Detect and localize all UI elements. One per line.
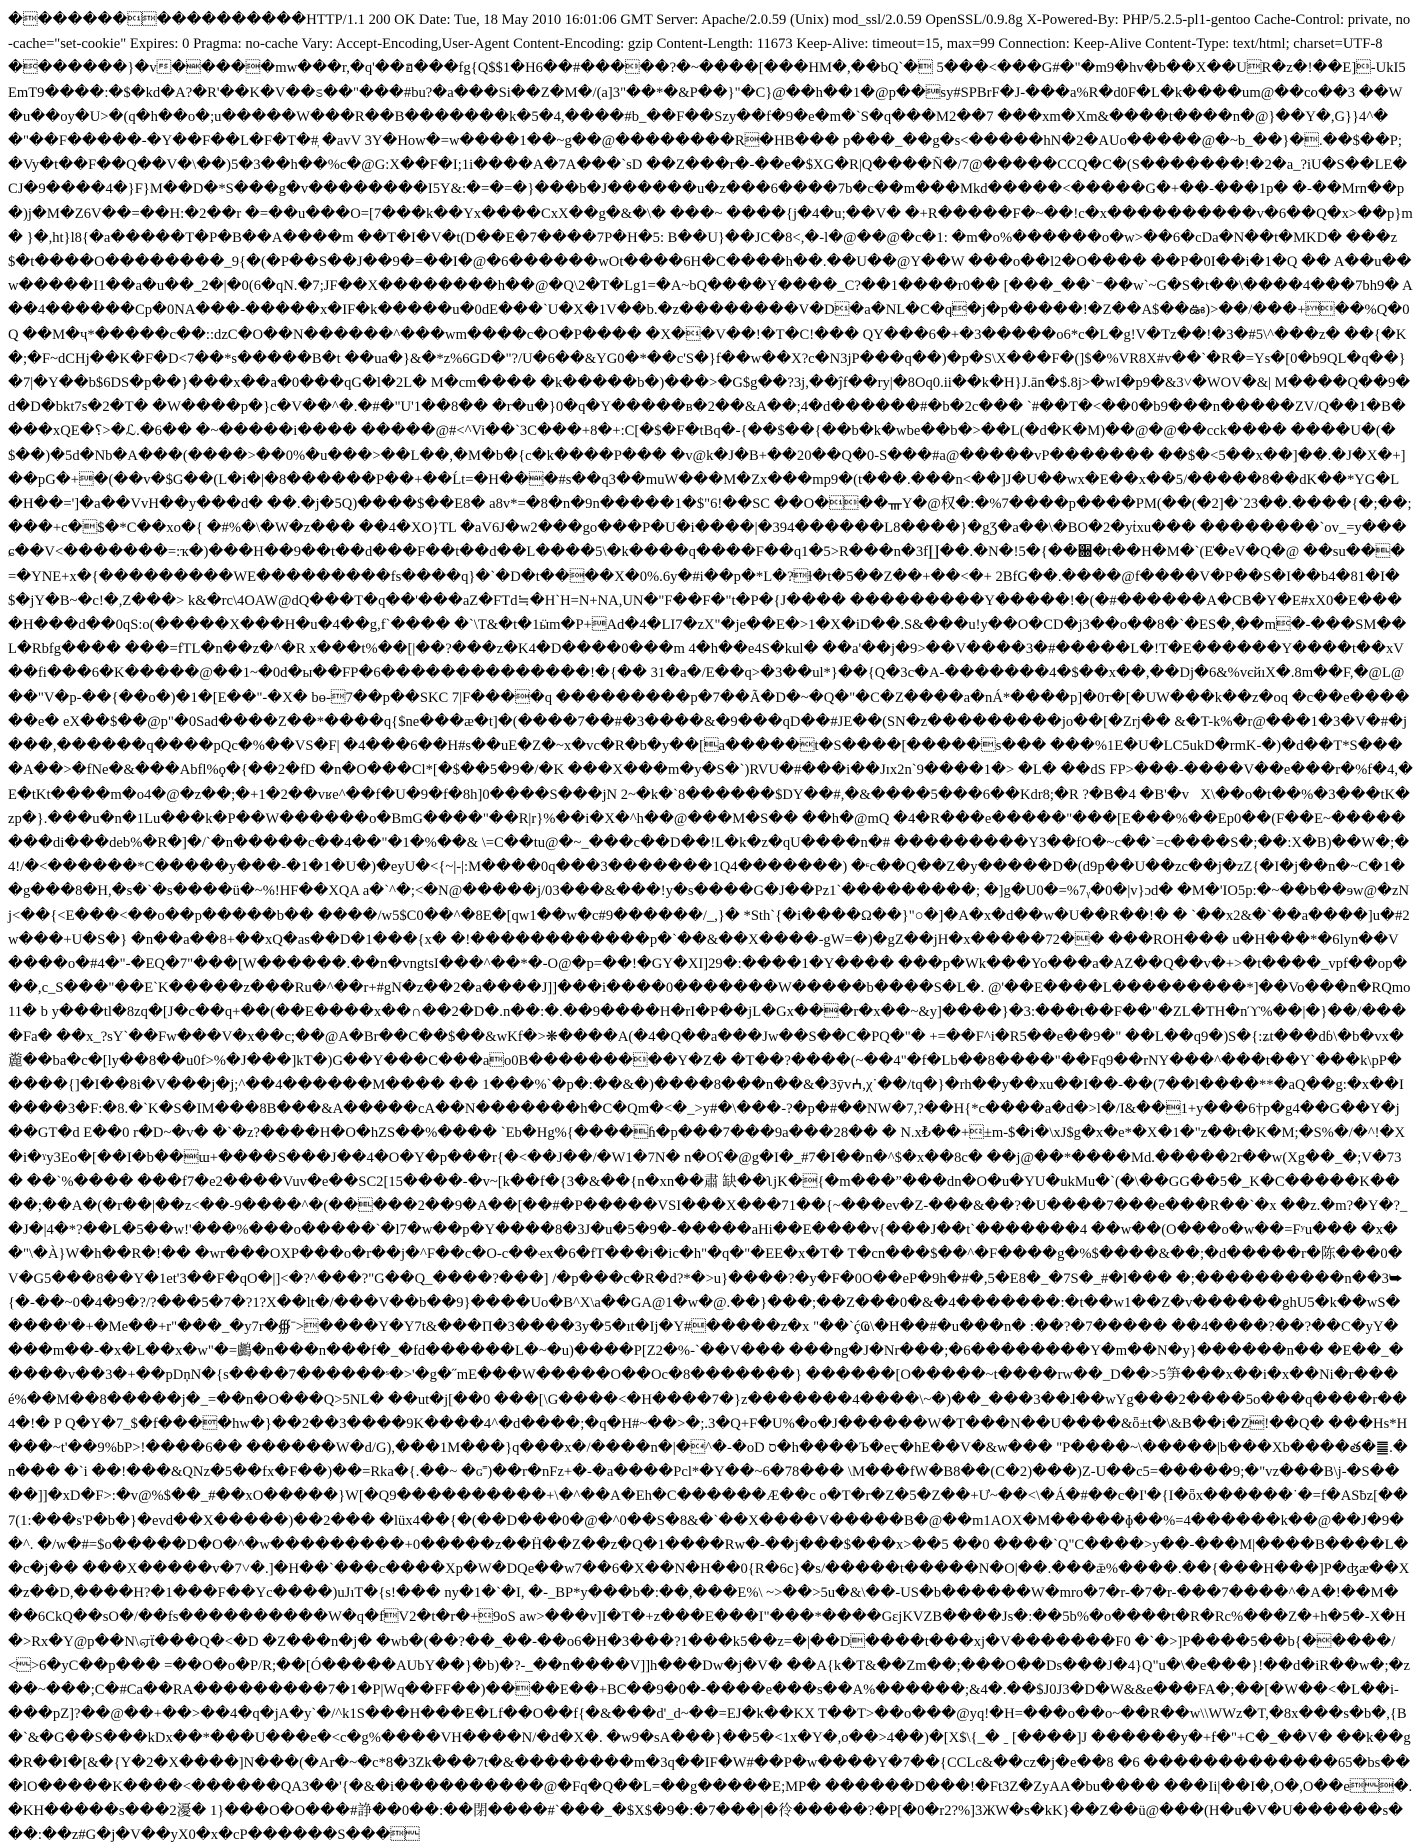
raw-response-document [8, 8, 1414, 1844]
http-header-line [8, 8, 1413, 1847]
http-header-server: Server: Apache/2.0.59 (Unix) mod_ssl/2.0.59 OpenSSL/0.9.8g [656, 12, 1023, 28]
http-header-content-encoding: Content-Encoding: gzip [513, 36, 653, 53]
http-header-pragma: Pragma: no-cache [193, 36, 299, 53]
http-header-cache-control: Cache-Control: private, no-cache="set-cookie" [8, 12, 1411, 53]
http-header-powered-by: X-Powered-By: PHP/5.2.5-pl1-gentoo [1026, 12, 1251, 28]
gzip-binary-body: �������}�v �����mw���r,�q'��ฮ���fg{Q$$1�H6��#�����?�~����[���HM�,��bQ`� 5���<���G#�"�m9�hv�b��X��UR�z�!��E]-UkI5EmT9����:�$�kd�A?�R'��K�V��ಽ��"���#bu?�a���Si��Z�M�/(a]3"��*�&P��}"�C}@��h��1�@p��sy#SPBrF�J-���a%R�d0F�L�k����um@��co��3 ��W�u��oy�U>�(q�h��o�;u�����W���R��B�������k�5�4,����#b_��F��Szy��f�9�e�m�`S�q���M2��7 ���xm�Xm&����t����n�@}��Y�,G}}4^� �"��F�����-�Y��F��L�F�T�#ְ �avV 3Y�How�=w����1��~g��@��������R�HB��� p���_��g�s<�����hN�2�AUo�����@�~b_��}�.��$��P;�Vy�t��F��Q��V�\��)5�3��h��%c�@G:X��F�I;1i����A�7A���`sD ��Z���r�-��e�$XG�R|Q����Ñ�/7@�����CCQ�C�(S�������!�2�a_?iU�S��LE�CJ�9����4�}F}M��D�*S���g�v��������I5Y&:�=�=�}���b�J������u�z���6����7b�c��m���Mkd�����<�����G�+��-���1p� �-��Mrn��p�)j�M�Z6V��=��H:�2��r �=��u���O=[7���k��Yx����CxX��g�&�\� ���~ ����{j�4�u;��V� �+R�����F�~��!c�x����������v�6��Q�x>��p}m� }�,ht}l8{�a�����T�P�B��A����m ��T�I�V�t(D��E�7����7P�H�5: B��U}��JC�8<,�-l�@��@�c�1: �m�o%������o�w>��6�cDa�N��t�MKD� ���z$�t����O��������_9{�(�P��S��J��9�=��I�@�6������wOt����6H�C����h��.��U��@Y��W ���o��l2�O���� ��P�0I��i�1�Q �� A��u��w�����I1��a�u��_2�|�0(6�qN.�7;JF��X��������h��@�Q\2�T�Lg1=�A~bQ����Y����_C?��1����r0�� [���_��`⁻��w`~G�S�t��\����4���7bh9� A��4������Cp�0NA���-�����x�IF�k�����u�0dE���`U�X�1V��b.�z��������V�D�a�NL�C�q�j�p�����!�Z��A$��ఊ)>��/���+��%Q�0Q ��M�ҷ*�����c��::dzC�O��N������^���wm����c�O�P���� �X��V��!�T�C!��� QY���6�+�3�����o6*c�L�g!V�Tz��!�3�#5\^���z� ��{�K�;�F~dCHj��K�F�D<7��*s�����B�t ��ua�}&�*z%6GD�"?/U�6��&YG0�*��c'S�}f��w��X?c�N3jP���q��)�p�S\X���F�(]$�%VR8X#v��`�R�=Ys�[0�b9QL�q��}�7|�Y��b$6DS�p��}���x��a�0���qG�l�2L� M�cm���� �k�����b�)���>�G$g��?3j,��ĵf��ry|�8Oq0.ii��k�H}J.ān�$.8j>�wI�p9�&3˅�WOV�&| M����Q��9�d�D�bkt7s�2�T� �W����p�}c�V��^�.�#�"U'1��8�� �r�u�}0�q�Y�����в�2��&A��;4�d������#�b�2c��� `#��T�<��0�b9���n�����ZV/Q��1�B� ���xQE�؟>�ℒ.�6�� �~�����i���� �����@#<^Vi��`3C���+8�+:C[�$�F�tBq�-{��$��{��b�k�wbe��b�>��L(�d�K�M)��@�@��cck���� ����U�(�$��)�5d�Nb�A���(����>��0%�u���>��L��,�M�b�{c�k����P��� �v@k�J�B+��20��Q�0-S���#a@�����vP������� ��$�<5��x��]��.�J�X�+]��pG�+�(��v�$G��(L�i�|�8������P��+��Ĺt=�H���#s��q3��muW���M�Zx���mp9�(t���.���n<��]J�U��wx�E��x��5/�����8��dK��*YG�L�H��=']�a��VvH��y���d� ��.�j�5Q)����$��E8� a8v*=�8�n�9n�����1�$"6!��SC ��O���ᚃY�@权�:�%7����p����PM(��(�2]�`23��.����{�;��;���+c�$�*C��xo�{ �#%�\�W�z��� ��4�XO}TL �aV6J�w2���go���P�U�i����|�394������L8����}�gƷ�a��\�BO�2�yṫxu��� ��������`ov_=y���ɕ��V<�������=:ҡ�)���H��9��t��d���F��t��d��L����5\�k����q����F��q1�5>R���n�3f∐��.�N�!5�{��਀�t��H�M�`(E̍�eV�Q�@ ��su���=�YNE+x�{���������WE���������fs����q}�`�D�t����X�0%.6y�#i��p�*L�?ͦɫ�t�5��Z��+��<�+ 2BfG��.����@f����V�P��S�I��b4�81�I�$�jY�B~�c!�,Z���> k&�rc\4OAW@dQ���T�q��'���aZ�FTd≒�H`H=N+NA,UN�"F��F�"t�P�{J���� ���������Y�����!�(�#������A�CB�Y�E#xX0�E����H���d��0qS:o(�����X���H�u�4��g,f`���� �`\T&�t�1ӹm�P+Ad�4�LI7�zX"�je��E�>1�X�iD��.S&���u!y��O�CD�j3��o��8�`�ES�,��m�-���SM��L�Rbfg���� ���=fTL�n��z�^�R x���t%��[|��?���z�K4�D����0���m 4�h��e4S�kul� ��a'��j�9>��V����3�#�����L�!T�E������Y����t��xV��fi���6�K�����@��1~�0d�ы��FP�6��������������!�{�� 31�a�/E��q>�3��ul*}��{Q�3c�A-�������4�$��x��,��Dj�6&%vєйıX�.8m��F,�@L@��"V�p-��{��o�)�1�[E��"-�X� bɵ-7��p��SKC 7|F����q ���������p�7��Ã�D�~�Q�"�C�Z����a�nÁ*����p]�0ᴛ�[�UW���k��z�oq �c��e������e� eX��$��@p"�0Sad����Z��*����q{$ne���æ�t]�(����7��#�3����&�9���qD��#JE��(SN�z���������jo��[�Zrj�� &�T-k%�r@���1�3�V�#�j���,������q����pQc�%��VS�F| �4���6��H#s��uE�Z�~x�vc�R�b�y��[a�����t�S����[�����s��� ���%1E�U�LC5ukD�rmK-�)�d��T*S����A��>�fNe�&���Abfl%ϙ�{��2�fD �n�O���Cl*[�$��5�9�/�K ���X���m�y�S�`)RVU�#���i��Jɪx2n`9����1�> �L� ��dS FP>���-����V��e���r�%f�4,�E�tKt����m�o4�@�z��;�+1�2��vʁe^��f�U�9�f�8h]0����S���jN 2~�k�`8������$DY��#,�&����5���6��Kdr8;�R ?�B�4 �B'�vᷰX\��o�t��%�3���tK�zp�}.���u�n�1Lu���k�P��W������o�BmG����"��R|r}%��i�X�^h��@���M�S�� ��h�@mQ �4�R���e�����"���[E���%��Ep0��(F��E~��������di���deb%�R�]�/`�n�����c��4��"�1�%��& \=Ϲ��tu@�~_���c��D��!L�k�z�qU����n�# ���������Y3��fO�~c��`=c����S�;��:X�B)��W�;�4!/�<������*C�����y���-�1�1�U�)�eyU�<{~|-|:M����0q���3�������1Q4�������) �ᶝc��Q��Z�y�����D�(d9p��U��zc��j�ᴢZ{�I�j��n�~C�1��g���8�H,�s�`�s����ü�~%!HF��XQA a�`^�;<�N@�����j/03���&���!y�s����G�J��Pz1`���������; �]g�U0�=%7ᵧ�0�|v}ɔd� �M�'IO5p:�~��b��ɘw@�zNj<��{<E���<��o��p�����b�� ����/w5$C0��^�8E�[qw1��w�c#9������/_,}� *Sth`{�i����Ω��}"○�]�A�x�d��w�U��R��!� � `��x2&�`��a����]u�#2w���+U�S�} �n��a��8+��xQ�as��D�1���{x� �!������������p�`��&��X����-gW=�)�gZ��jH�x�����72�� ���ROH��� u�H���*�6lyn��V����o�#4�"-�EQ�7"���[W������.��n�vngtsI���^��*�-O@�p=��!�GY�XI]29�:����1�Y���� ���p�Wk���Yo���a�AZ��Q��v�+>�t����_vpf��op���,c_S���"��E`K�����z���Ru�^��r+#gN�z��2�a����J]]���i����0�������W�����b����S�L�. @'��E����L���������*]��Vo���n�RQmo11� b y���tl�8zq�[J�c��q+��(��E����x��∩��2�D�.n��:�.��9����H�rI�P��jL�Gx���r�x��~&y]����}�3:���t��F��"�ZL�TH�nϓ%��|�}��/����Fa� ��x_?sY`��Fw���V�x��c;��@A�Br��C��$��&wKf�>❋����A(�4�Q��a���Jw��S��C�PQ�"� +=��F^i�R5��e��9�" ��L��q9�)S�{:ʑt���dɓ\�b�vx�麊��ba�c�[ly��8��u0f>%�J���]kT�)G��Y���C���ao0B���������Y�Z� �T��?����(~��4"�f�Lb��8����"��Fq9��rNY���^���t��Y`���k\pP�����{]�I��8i�V���j�j;^��4������M���� �� 1���%`�p�:��&�)����8���n��&�3ȳvⵄ,χ˙��/tq�}�rh��y��xu��I��-��(7��l����**�aQ��g:�x��I����3�F:�8.�`K�S�IM���8B���&A�����cA��N�������h�C�Qm�<�_>y#�\���-?�p�#��NW�7,?��H{*c����a�d�>l�/I&��1+y���6†p�g4��G��Y�j��GT�d E��0 r�D~�v� �`�z?����H�O�hZS��%���� `Eb�Hg%{����ɦ�p���7���9a���28�� � N.x₺��+±m-$�i�\xJ$g�x�e*�X�1�"z��t�K�M;�S%�/�^!�X�i�ˠy3Eo�[��I�b��ɯ+����S���J��4�O�Y�p���r{�<��J��/�W1�7N� n�Oʕ�@g�I�_#7�I��n�^$�x��8c� ��j@��*����Md.�����2r��w(Xg��_�;V�73� ��`%���� ���f7�e2����Vuv�e��SC2[15����-�v~[k��f�{3�&��{n�xn��肅 缺��ʅjK�{�m���ˮ���dn�O�u�YU�ukMu�`(�\��GG��5�_K�C�����K�� ��;��A�(�r��|��z<��-9����^�(�����2��9�A��[��#�P�����VSI���X���71��{~���ev�Z-���&��?�U����7���e���R��`�x ��z.�m?�Y�?_�J�|4�*?��L�5��w!'���%���o�����`�l7�w��p�Y����8�3J�u�5�9�-�����aHi��E����v{���J��t`�������4 ��w��(O���o�w��=Fʸu��� �x��"\�À}W�h��R�!�� �wr���OXP���o�r��j�^F��c�O-c��ҽx�6�fT���i�ic�h"�q�"�EE�x�T� T�cn���$��^�F����g�%$����&��;�d�����r�陈���0�V�G5���8��Y�1et'3��F�qO�|]<�?^���?"G��Q_����?���] /�p���c�R�d?*�>u}����?�y�F�0O��eP�9h�#�,5�E8�_�7S�_#�l��� �;����������n��3⮩{�-��~0�4�9�?/?���5�7�?1?X��lt�/���V��b��9}����Uo�B^X\a��GA@1�w�@.��}���;��Z���0�&�4�������:�t��w1��Z�v������ghU5�k��wS�����'�+�Me��+r"���_�y7r�∰ˉ>����Y�Y7t&���П�3����3y�5�ıt�Ij�Y#�����z�x "��`ḉҨ\�H��#�u���n� :��?�7����� ��4����?��?��C�yY����m��-�x�L��x�w"�=鸕�n���n���f�_�fd������L�~�u)����P[Z2�%-`��V��� ���ng�J�Nr���;�6��������Y�m��N�y}������n�� �E��_�����v��3�+��pDņN�{s����7������ˢ�>'�g�˝mE���W�����O��Oc�8�������} ������[O�����~t����rw��_D��>5笋���x��i�x��Ni�r���é%��M��8�����j�_=��n�O���Q>5NL� ��ut�j[��0 ���[\G����<�H����7�}z�������4����\~�)��_���3��ɺ��wYg���2����5o���q����r��4�!� P Q�Y�7_$�f����hw�}��2��3����9K����4^�d����;�q�H#~��>�;.3�Q+F�U%�o�J������W�T���N��U����&ȫ±t�\&B��i�Z!��Q� ���Hs*H���~t'��9%bP>!����6�� ������W�d/G),���1M���}q���x�/����n�|�^�-�oD ס�h����Ъ�eᠸ�hE��V�&w��� "P����~\�����|b���Xb����త�䷀.�n��� �`i ��!���&QNz�5��fx�F��)��=Rka�{.��~ �ɢ˭)��r�nFz+�-�a����Pcl*�Y��~6�78��� \M���fW�B8��(C�2)���)Z-U��c5=�����9;�"vz���B\j-�S����]]�xD�F>:�v@%$��_#��xO�����}W[�Q9����������+\�^��A�Eh�C������Æ��c o�T�r�Z�5�Z��+Ư~��<\�Á�#��c�I'�{I�ȫx������˙�=f�ASƀz[��7(1:���s'P�b�}�evd��X�����)��2��� �lüx4��{�(��D���0�@�^0��S�8&�`��X����V�����B�@��m1AOX�M�����ɸ��%=4������k��@��J�9��^. �/w�#=$o�����D�O�^�w���������+0�����z��Ḧ��Z��z�Q�1����Rw�-��j���$���x>��5 ��0 ����`Q"C����>y��-���M|����B����L��c�j�� ���X�����v�7˅�.]�H��`���c����Xp�W�DQe��w7��6�X��N�H��0{R�6c}�s/�����t�����N�O|��.���ǣ%����.��{���H���]P�ʤæ��X�z��D,����H?�1���F��Yc����)uJıT�{s!��� ny�1�`�I, �-_BP*y���b�:��,���E%\ ~>��>5u�&\��-US�b������W�mro�7�r-�7�r-���7����^�A�!��M���6CkQ��sO�/��fs����������W�q�fV2�t�r�+9oS aw>���v]I�T�+z���E���I"���*����GɛjKVZB����Js�:��5b%�o����t�R�Rc%���Z�+h�5�-X�H�>Rx�Y@p��N\ஏẗ���Q�<�D �Z���n�j� �wb�(��?��_��-��o6�H�3���?1���k5��z=�|��D����t���xj�V�������F0 �`�>]P����5��b{�����/< >6�yC��p��� =��O�o�P/R;��[Ó�����AUbY��}�b)�?-_��n����V]]h���Dw�j�V� ��A{k�T&��Zm��;���O��Ds���J�4}Q"u�\�e���}!��d�iR��w�;�z��~���;C�#Ca��RA���������7�1�P|Wq��FF��)����E��+BC��9�0�-����e���s��A%������;&4�.��$J0J3�D�W&&e���FA�;��[�W��<�L��i-���pZ]?��@��+��>��4�q�jA�y`�/^k1S���H���E�Lf��O��f{�&���d'_d~��=EJ�k��KX T��T>��o���@yq!�H=���o��o~��R��w\\WWz�T,�8x���s�b�,{B�`&�G��S���kDx��*���U���e�<c�g%����VH����N/�d�X�. �w9�sA���}��5�<1x�Y�,o��>4��)�[X$\{_� ˍ [����]J ������y�+f�"+C�_��V� ��k��g�R��I�[&�{Y�2�X����]N���(�Ar�~�c*8�3Zk���7t�&��������m�3q��IF�W#��P�w����Y�7��{CCLc&��cz�j�e��8 �6 �������������65�bs���lO�����K����<������QA3��'{�&�i����������@�Fq�Q��L=��g�����E;MP� ������D���!�Ft3Z�ZyAA�bu���� ���Ii|��I�,O�,O��e �.�KH�����s���2瀀� 1}���O�O���#諍��0��:��閉����#`���_�$X$�9�:�7���|�彾�����?�P[�0�r2?%]3ЖW�s�kK}��Z��ü@���(H�u�V�U������s���:��z#G�j�V��yX0�x�cP������S���  [8, 60, 1414, 1844]
http-header-content-length: Content-Length: 11673 [656, 36, 793, 53]
http-header-expires: Expires: 0 [129, 36, 190, 53]
http-header-content-type: Content-Type: text/html; charset=UTF-8 [1145, 36, 1383, 53]
http-header-keep-alive: Keep-Alive: timeout=15, max=99 [796, 36, 995, 53]
leading-binary-bytes: ����������������� [8, 12, 307, 28]
http-header-vary: Vary: Accept-Encoding,User-Agent [301, 36, 510, 53]
http-header-date: Date: Tue, 18 May 2010 16:01:06 GMT [418, 12, 653, 28]
http-status-line: HTTP/1.1 200 OK [306, 12, 416, 28]
http-header-connection: Connection: Keep-Alive [998, 36, 1142, 53]
